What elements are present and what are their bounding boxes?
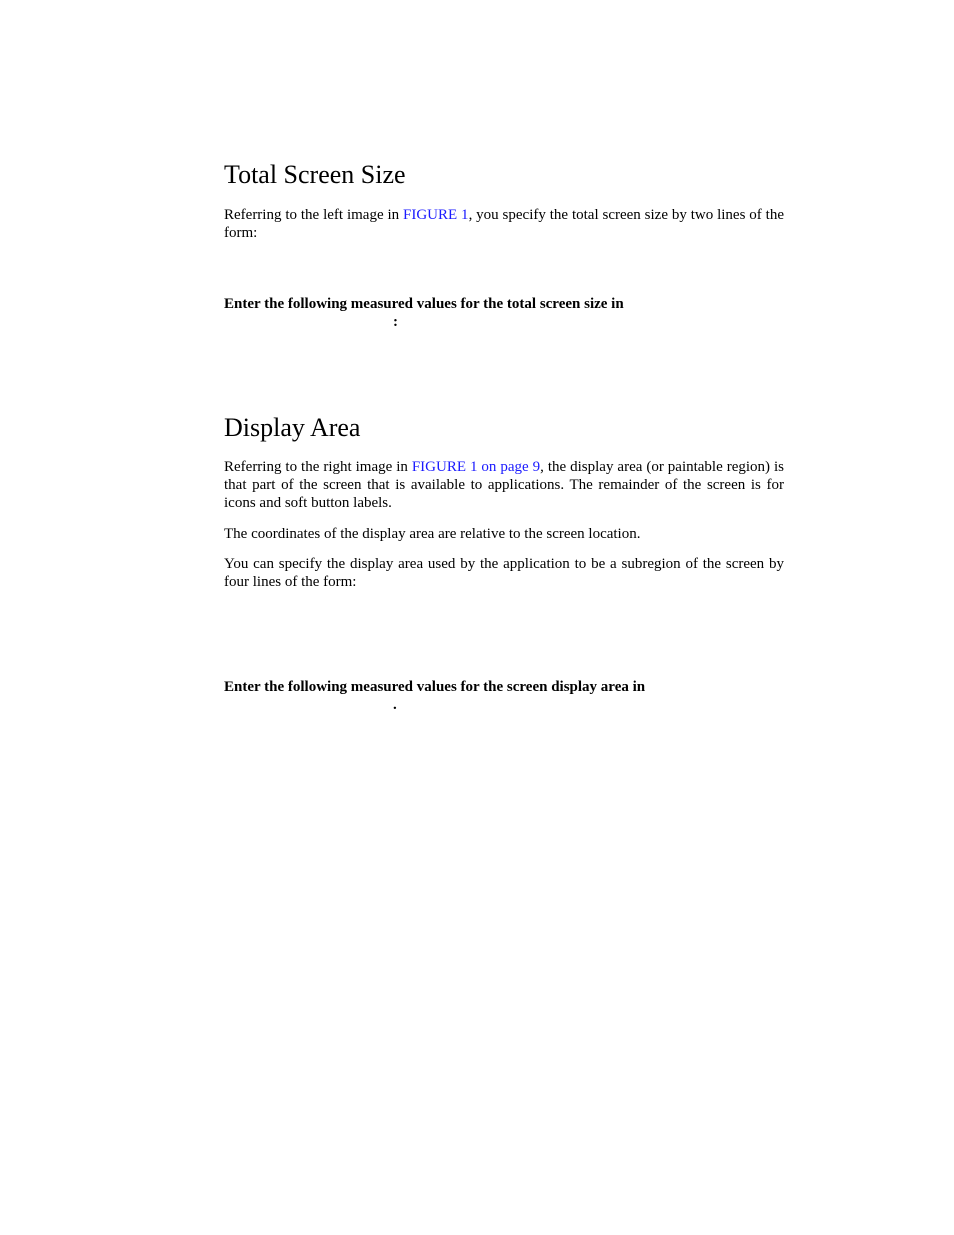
display-area-instruction: Enter the following measured values for the screen display area in <box>224 679 646 695</box>
instruction-colon: : <box>393 314 398 330</box>
section-heading-display-area: Display Area <box>224 413 361 442</box>
paragraph-text: Referring to the left image in <box>224 207 404 223</box>
instruction-period: . <box>393 697 397 713</box>
paragraph-text: , the display area (or paintable region) is that part of the screen that is available to applications. The remainder of the screen is for icons and soft button labels. <box>224 459 784 511</box>
display-area-subregion-paragraph: You can specify the display area used by the application to be a subregion of the screen by four lines of the form: <box>224 556 784 590</box>
figure-1-link[interactable]: FIGURE 1 <box>403 207 469 223</box>
display-area-paragraph <box>224 458 784 512</box>
paragraph-text: Referring to the right image in <box>224 459 412 475</box>
total-screen-size-paragraph <box>224 206 784 242</box>
display-area-coordinates-paragraph: The coordinates of the display area are relative to the screen location. <box>224 526 641 542</box>
total-screen-size-instruction: Enter the following measured values for the total screen size in <box>224 296 624 312</box>
section-heading-total-screen-size: Total Screen Size <box>224 160 406 189</box>
figure-1-page-9-link[interactable]: FIGURE 1 on page 9 <box>411 459 541 475</box>
paragraph-text: , you specify the total screen size by two lines of the form: <box>224 207 784 241</box>
